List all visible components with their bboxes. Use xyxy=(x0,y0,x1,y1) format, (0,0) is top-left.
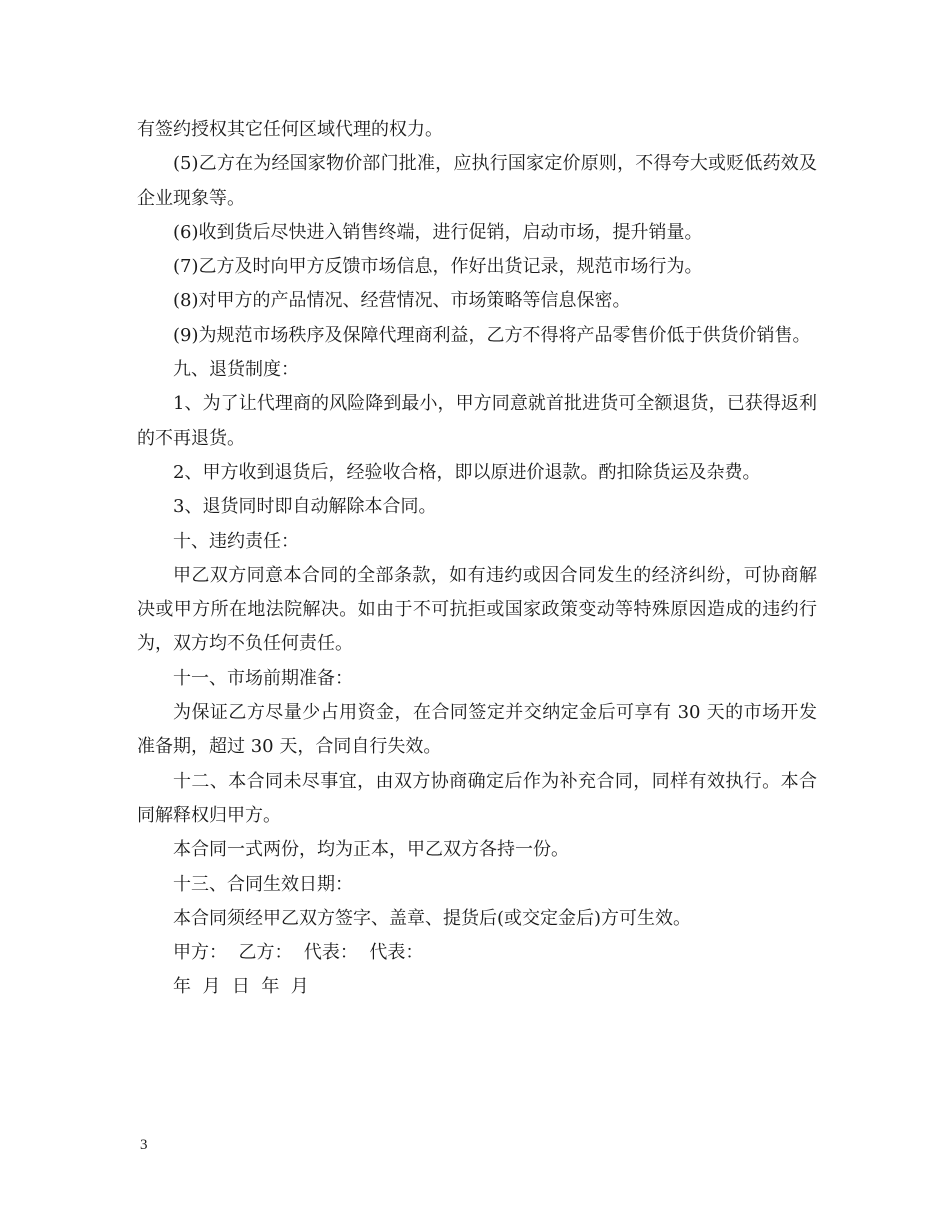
document-body xyxy=(137,113,817,1005)
liability-text: 甲乙双方同意本合同的全部条款，如有违约或因合同发生的经济纠纷，可协商解决或甲方所在地法院解决。如由于不可抗拒或国家政策变动等特殊原因造成的违约行为，双方均不负任何责任。 xyxy=(137,564,817,655)
section-heading-returns: 九、退货制度： xyxy=(173,359,299,381)
date-line: 年 月 日 年 月 xyxy=(173,976,309,998)
clause-12: 十二、本合同未尽事宜，由双方协商确定后作为补充合同，同样有效执行。本合同解释权归甲方。 xyxy=(137,770,817,826)
section-heading-effective-date: 十三、合同生效日期： xyxy=(173,873,353,895)
clause-8: (8)对甲方的产品情况、经营情况、市场策略等信息保密。 xyxy=(173,290,631,312)
clause-5: (5)乙方在为经国家物价部门批准，应执行国家定价原则，不得夸大或贬低药效及企业现象等。 xyxy=(137,153,817,209)
market-prep-text: 为保证乙方尽量少占用资金，在合同签定并交纳定金后可享有 30 天的市场开发准备期，超过 30 天，合同自行失效。 xyxy=(137,702,817,758)
paragraph-continuation: 有签约授权其它任何区域代理的权力。 xyxy=(137,119,443,140)
clause-6: (6)收到货后尽快进入销售终端，进行促销，启动市场，提升销量。 xyxy=(173,221,703,243)
effective-date-text: 本合同须经甲乙双方签字、盖章、提货后(或交定金后)方可生效。 xyxy=(173,907,692,929)
page-number: 3 xyxy=(140,1137,148,1153)
section-heading-market-prep: 十一、市场前期准备： xyxy=(173,667,353,689)
copies-text: 本合同一式两份，均为正本，甲乙双方各持一份。 xyxy=(173,839,569,861)
clause-7: (7)乙方及时向甲方反馈市场信息，作好出货记录，规范市场行为。 xyxy=(173,256,703,278)
section-heading-liability: 十、违约责任： xyxy=(173,530,299,552)
signature-line: 甲方： 乙方： 代表： 代表： xyxy=(173,942,424,964)
returns-item-3: 3、退货同时即自动解除本合同。 xyxy=(173,496,437,518)
returns-item-2: 2、甲方收到退货后，经验收合格，即以原进价退款。酌扣除货运及杂费。 xyxy=(173,461,761,483)
clause-9: (9)为规范市场秩序及保障代理商利益，乙方不得将产品零售价低于供货价销售。 xyxy=(173,324,811,346)
returns-item-1: 1、为了让代理商的风险降到最小，甲方同意就首批进货可全额退货，已获得返利的不再退货。 xyxy=(137,393,817,449)
